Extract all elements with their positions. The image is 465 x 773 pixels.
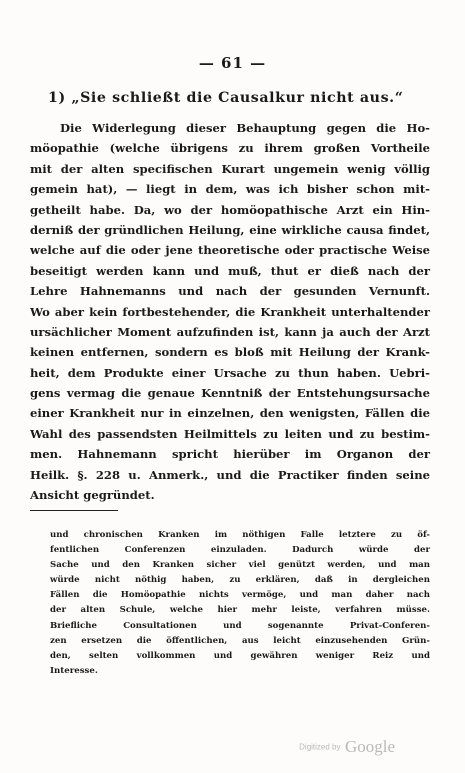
body-line: men. Hahnemann spricht hierüber im Organon der [30, 447, 430, 462]
body-line: Wo aber kein fortbestehender, die Krankheit unterhaltender [30, 304, 430, 319]
footnote-line: Fällen die Homöopathie nichts vermöge, und man daher nach [50, 590, 430, 601]
footnote-line: fentlichen Conferenzen einzuladen. Dadurch würde der [50, 545, 430, 556]
footnote [50, 528, 430, 679]
section-heading: 1) „Sie schließt die Causalkur nicht aus.“ [48, 90, 404, 106]
footnote-line: zen ersetzen die öffentlichen, aus leicht einzusehenden Grün- [50, 635, 430, 646]
body-line: Heilk. §. 228 u. Anmerk., und die Practiker finden seine [30, 467, 430, 482]
footnote-line: und chronischen Kranken im nöthigen Falle letztere zu öf- [50, 530, 430, 540]
footnote-line: den, selten vollkommen und gewähren weniger Reiz und [50, 650, 430, 661]
body-line: getheilt habe. Da, wo der homöopathische Arzt ein Hin- [30, 202, 430, 217]
body-paragraph [30, 118, 430, 505]
footnote-line: Sache und den Kranken sicher viel genützt werden, und man [50, 560, 430, 571]
body-line: Ansicht gegründet. [30, 488, 155, 503]
footnote-line: würde nicht nöthig haben, zu erklären, daß in dergleichen [50, 575, 430, 586]
watermark-prefix: Digitized by [299, 742, 341, 752]
watermark-brand: Google [344, 737, 395, 756]
body-line: beseitigt werden kann und muß, thut er dieß nach der [30, 263, 430, 278]
body-line: heit, dem Produkte einer Ursache zu thun haben. Uebri- [30, 365, 430, 380]
footnote-line: Interesse. [50, 665, 98, 676]
body-line: derniß der gründlichen Heilung, eine wirkliche causa findet, [30, 222, 430, 237]
body-line: Die Widerlegung dieser Behauptung gegen die Ho- [60, 121, 430, 135]
digitization-watermark [299, 737, 395, 757]
body-line: einer Krankheit nur in einzelnen, den wenigsten, Fällen die [30, 406, 430, 421]
body-line: keinen entfernen, sondern es bloß mit Heilung der Krank- [30, 345, 430, 360]
footnote-line: Briefliche Consultationen und sogenannte Privat-Conferen- [50, 620, 430, 631]
footnote-line: der alten Schule, welche hier mehr leiste, verfahren müsse. [50, 605, 430, 616]
body-line: ursächlicher Moment aufzufinden ist, kann ja auch der Arzt [30, 324, 430, 339]
body-line: Wahl des passendsten Heilmittels zu leiten und zu bestim- [30, 426, 430, 441]
body-line: mit der alten specifischen Kurart ungemein wenig völlig [30, 161, 430, 176]
body-line: Lehre Hahnemanns und nach der gesunden Vernunft. [30, 284, 430, 299]
body-line: welche auf die oder jene theoretische oder practische Weise [30, 243, 430, 258]
footnote-divider [30, 510, 118, 511]
body-line: möopathie (welche übrigens zu ihrem großen Vortheile [30, 141, 430, 156]
body-line: gemein hat), — liegt in dem, was ich bisher schon mit- [30, 182, 430, 197]
body-line: gens vermag die genaue Kenntniß der Entstehungsursache [30, 386, 430, 401]
page-number: — 61 — [198, 54, 267, 72]
